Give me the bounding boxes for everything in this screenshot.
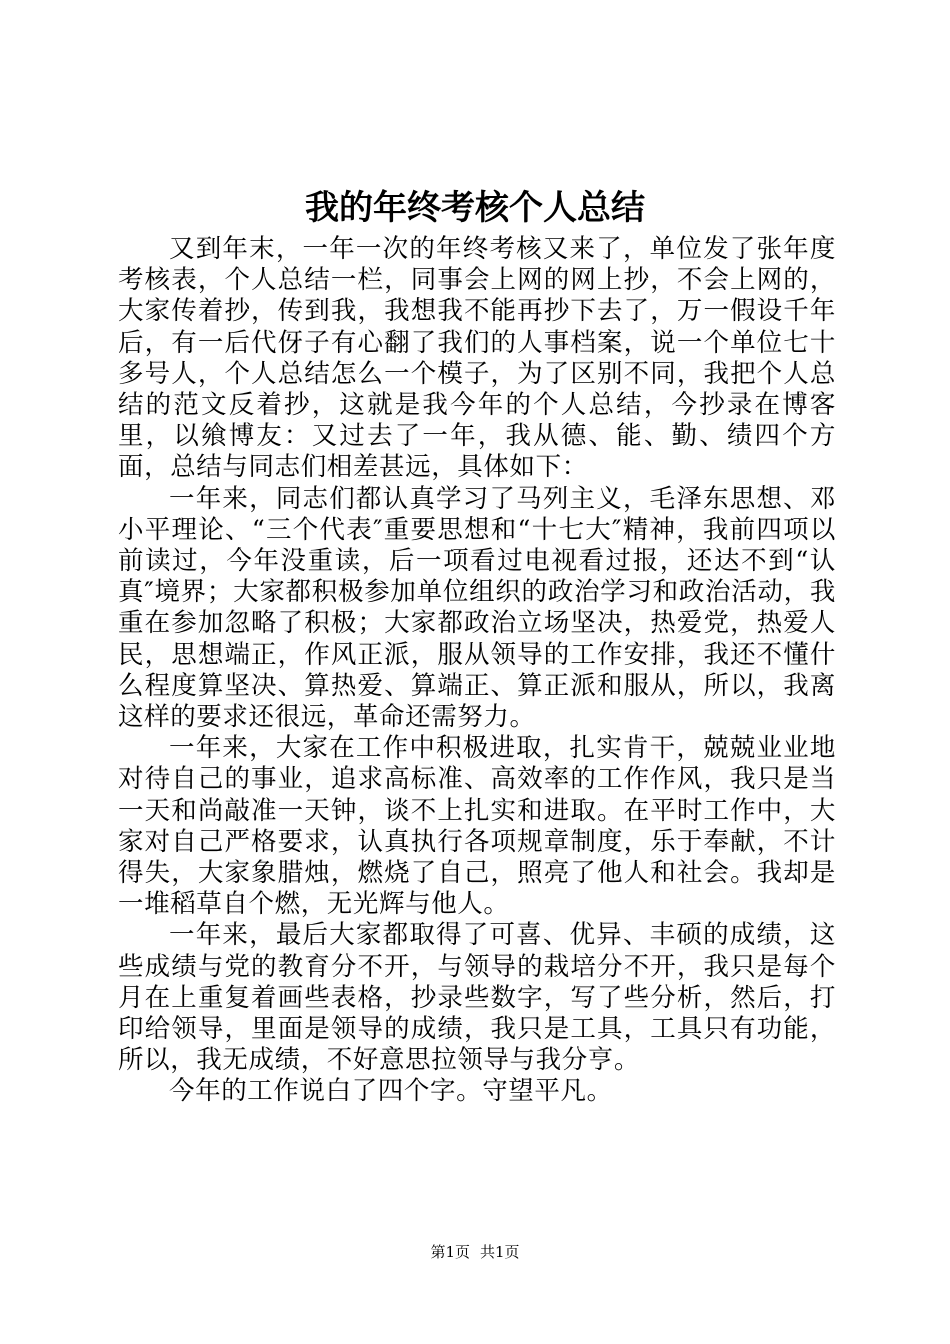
paragraph-conclusion: 今年的工作说白了四个字。守望平凡。 — [169, 1076, 613, 1107]
page-title: 我的年终考核个人总结 — [305, 188, 645, 228]
paragraph-intro: 又到年末，一年一次的年终考核又来了，单位发了张年度考核表，个人总结一栏，同事会上网的网上抄，不会上网的，大家传着抄，传到我，我想我不能再抄下去了，万一假设千年后，有一后代伢子有心翻了我们的人事档案，说一个单位七十多号人，个人总结怎么一个模子，为了区别不同，我把个人总结的范文反着抄，这就是我今年的个人总结，今抄录在博客里，以飨博友：又过去了一年，我从德、能、勤、绩四个方面，总结与同志们相差甚远，具体如下： — [118, 234, 836, 483]
paragraph-work: 一年来，大家在工作中积极进取，扎实肯干，兢兢业业地对待自己的事业，追求高标准、高效率的工作作风，我只是当一天和尚敲准一天钟，谈不上扎实和进取。在平时工作中，大家对自己严格要求，认真执行各项规章制度，乐于奉献，不计得失，大家象腊烛，燃烧了自己，照亮了他人和社会。我却是一堆稻草自个燃，无光辉与他人。 — [118, 733, 836, 920]
page-total: 共1页 — [480, 1243, 520, 1261]
paragraph-achievements: 一年来，最后大家都取得了可喜、优异、丰硕的成绩，这些成绩与党的教育分不开，与领导的栽培分不开，我只是每个月在上重复着画些表格，抄录些数字，写了些分析，然后，打印给领导，里面是领导的成绩，我只是工具，工具只有功能，所以，我无成绩，不好意思拉领导与我分亨。 — [118, 920, 836, 1076]
page-footer — [0, 1242, 950, 1262]
page-number: 第1页 — [430, 1243, 470, 1261]
paragraph-politics: 一年来，同志们都认真学习了马列主义，毛泽东思想、邓小平理论、“三个代表″重要思想和“十七大″精神，我前四项以前读过，今年没重读，后一项看过电视看过报，还达不到“认真″境界；大家都积极参加单位组织的政治学习和政治活动，我重在参加忽略了积极；大家都政治立场坚决，热爱党，热爱人民，思想端正，作风正派，服从领导的工作安排，我还不懂什么程度算坚决、算热爱、算端正、算正派和服从，所以，我离这样的要求还很远，革命还需努力。 — [118, 483, 836, 733]
document-body — [118, 234, 836, 1108]
